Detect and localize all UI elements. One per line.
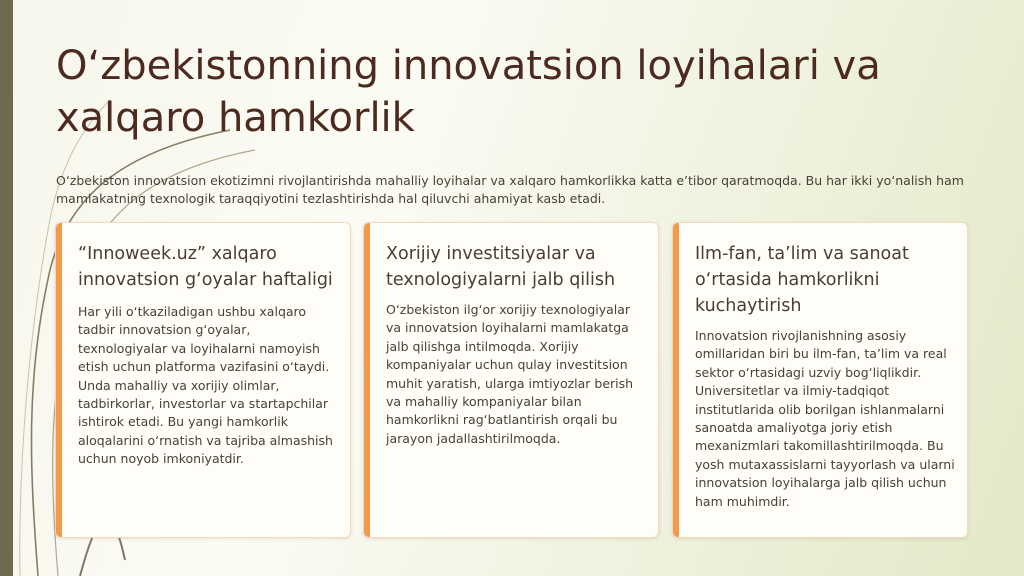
card-science-industry [672,222,968,538]
card-innoweek [55,222,351,538]
card-foreign-investments [363,222,659,538]
card-accent-bar [673,223,679,537]
card-body: O‘zbekiston ilg‘or xorijiy texnologiyalar va innovatsion loyihalarni mamlakatga jalb qilishga intilmoqda. Xorijiy kompaniyalar uchun qulay investitsion muhit yaratish, ularga imtiyozlar berish va mahalliy kompaniyalar bilan hamkorlikni rag‘batlantirish orqali bu jarayon jadallashtirilmoqda. [386,302,634,446]
page-subtitle: O‘zbekiston innovatsion ekotizimni rivojlantirishda mahalliy loyihalar va xalqaro hamkorlikka katta e’tibor qaratmoqda. Bu har ikki yo‘nalish ham mamlakatning texnologik taraqqiyotini tezlashtirishda hal qiluvchi ahamiyat kasb etadi. [56,173,964,206]
page-title: O‘zbekistonning innovatsion loyihalari va xalqaro hamkorlik [56,43,881,141]
card-title: Ilm-fan, ta’lim va sanoat o‘rtasida hamkorlikni kuchaytirish [695,244,909,316]
card-accent-bar [364,223,370,537]
card-title: “Innoweek.uz” xalqaro innovatsion g‘oyalar haftaligi [78,244,333,290]
card-title: Xorijiy investitsiyalar va texnologiyalarni jalb qilish [386,244,616,290]
card-body: Innovatsion rivojlanishning asosiy omillaridan biri bu ilm-fan, ta’lim va real sektor o‘rtasidagi uzviy bog‘liqlikdir. Universitetlar va ilmiy-tadqiqot institutlarida olib borilgan ishlanmalarni sanoatda amaliyotga joriy etish mexanizmlari takomillashtirilmoqda. Bu yosh mutaxassislarni tayyorlash va ularni innovatsion loyihalarga jalb qilish uchun ham muhimdir. [695,328,955,509]
card-accent-bar [56,223,62,537]
card-body: Har yili o‘tkaziladigan ushbu xalqaro tadbir innovatsion g‘oyalar, texnologiyalar va loyihalarni namoyish etish uchun platforma vazifasini o‘taydi. Unda mahalliy va xorijiy olimlar, tadbirkorlar, investorlar va startapchilar ishtirok etadi. Bu yangi hamkorlik aloqalarini o‘rnatish va tajriba almashish uchun noyob imkoniyatdir. [78,304,333,467]
